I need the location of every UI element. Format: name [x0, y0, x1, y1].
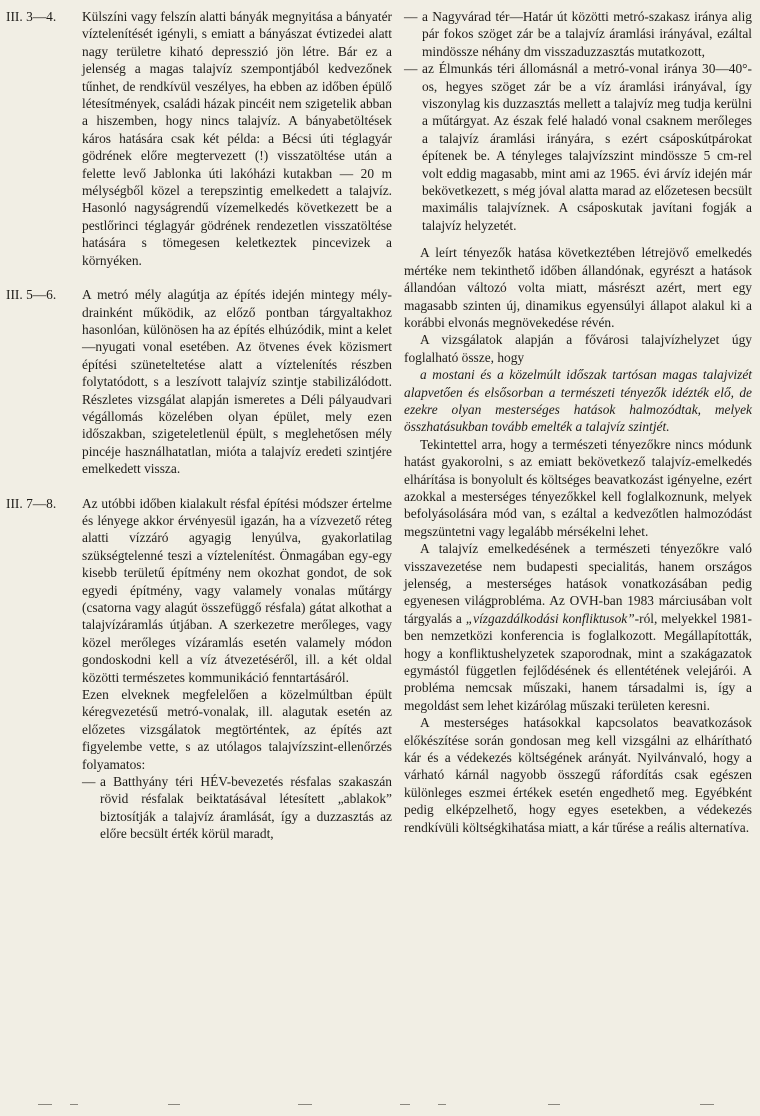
- section-label: III. 5—6.: [6, 287, 57, 303]
- dash-list-item: [404, 60, 752, 234]
- dash-text: a Nagyvárad tér—Határ út közötti metró-szakasz iránya alig pár fokos szöget zár be a talajvíz áramlási irányával, ezáltal mindössze néhány dm visszaduzzasztás mutatkozott,: [422, 9, 752, 59]
- dash-text: a Batthyány téri HÉV-bevezetés résfalas szakaszán rövid résfalak beiktatásával létesített „ablakok” biztosítják a talajvíz áramlását, így a duzzasztás az előre becsült érték körül maradt,: [100, 774, 392, 842]
- footer-mark: [400, 1104, 410, 1105]
- section-paragraph: Ezen elveknek megfelelően a közelmúltban épült kéregvezetésű metró-vonalak, ill. alagutak esetén az előzetes vizsgálatok megtörténtek, az építés azt figyelembe vette, s az utólagos talajvízszint-ellenőrzés folyamatos:: [82, 687, 392, 772]
- dash-mark: —: [404, 9, 418, 24]
- emphasized-text: a mostani és a közelmúlt időszak tartósan magas talajvizét alapvetően és elsősorban a természeti tényezők idézték elő, de ezekre olyan mesterséges hatások halmozódtak, melyek összhatásukban tovább emelték a talajvíz szintjét.: [404, 367, 752, 435]
- footer-mark: [700, 1104, 714, 1105]
- section-text: Az utóbbi időben kialakult résfal építési módszer értelme és lényege akkor érvényesül igazán, ha a vízvezető réteg alatti vízzáró agyagig lenyúlva, gyakorlatilag szükségtelenné teszi a víztelenítést. Önmagában egy-egy kisebb területű építmény nem okozhat gondot, de sok egyedi építmény, vagy valamely vonalas műtárgy (csatorna vagy alagút összefüggő résfala) gátat alkothat a talajvízáramlás útjában. A szerkezetre merőleges, vagy közel merőleges vízáramlás esetén valamely módon gondoskodni kell a víz átvezetéséről, ill. a két oldal közötti természetes kommunikáció fenntartásáról.: [82, 495, 392, 685]
- footer-mark: [438, 1104, 446, 1105]
- paragraph-text: A talajvíz emelkedésének a természeti tényezőkre való visszavezetése nem budapesti specialitás, hanem országos jelenség, a mesterséges hatások vonatkozásában pedig egyenesen világprobléma. Az OVH-ban 1983 márciusában volt tárgyalás a: [404, 541, 752, 626]
- body-paragraph: Tekintettel arra, hogy a természeti tényezőkre nincs módunk hatást gyakorolni, s az emiatt bekövetkező talajvíz-emelkedés elhárítása is bonyolult és költséges beavatkozást igényelne, ezért azokkal a mesterséges tényezőkkel kell foglalkoznunk, melyek befolyásolására mód van, s ezáltal a kedvezőtlen halmozódást megszüntetni vagy legalább mérsékelni lehet.: [404, 436, 752, 539]
- body-paragraph: A vizsgálatok alapján a fővárosi talajvízhelyzet úgy foglalható össze, hogy: [404, 332, 752, 365]
- footer-mark: [38, 1104, 52, 1105]
- dash-list-item: [404, 8, 752, 60]
- body-paragraph: A leírt tényezők hatása következtében létrejövő emelkedés mértéke nem tekinthető időben állandónak, egyrészt a hatások állandóan változó volta miatt, másrészt azért, mert egy magasabb szinten új, dinamikus egyensúlyi állapot alakul ki a korábbi elvonás megnövekedése révén.: [404, 245, 752, 330]
- footer-mark: [70, 1104, 78, 1105]
- section-label: III. 3—4.: [6, 9, 57, 24]
- section-5-6: [6, 286, 392, 477]
- section-text: Külszíni vagy felszín alatti bányák megnyitása a bányatér víztelenítését igényli, s emiatt a bányászat évtizedei alatt nagy területre kiható depresszió jön létre. Bár ez a jelenség a magas talajvíz szempontjából kedvezőnek tűnhet, de rendkívül veszélyes, ha ebben az időben épülő létesítmények, családi házak pincéit nem szigetelik abban a hiszemben, hogy nincs talajvíz. A bányabetöltések káros hatására csak két példa: a Bécsi úti téglagyár gödrének előre megtervezett (!) visszatöltése után a felette levő Jablonka úti lakóházi kutakban — 20 m mélységből közel a terepszintig emelkedett a talajvíz. Hasonló nagyságrendű vízemelkedés következett be a pestlőrinci téglagyár gödrének rendezetlen visszatöltése hatására s tömegesen keletkeztek pincevizek a környéken.: [82, 9, 392, 268]
- body-paragraph: [404, 540, 752, 714]
- paragraph-text: -ról, melyekkel 1981-ben nemzetközi konferencia is foglalkozott. Megállapították, hogy a konfliktushelyzetek szaporodnak, mint a szakágazatok egymástól független fejlődésének és ellentétének velejárói. A probléma nemcsak műszaki, hanem társadalmi is, így a megoldást sem lehet kizárólag műszaki területen keresni.: [404, 610, 753, 713]
- section-text: A metró mély alagútja az építés idején mintegy mély-drainként működik, az előző pontban tárgyaltakhoz hasonlóan, különösen ha az építés elhúzódik, mint a kelet—nyugati vonal esetében. Az ötvenes évek közismert építési szüneteltetése alatt a víztelenítés részben folytatódott, s a leszívott talajvíz szintje stabilizálódott. Részletes vizsgálat alapján ismeretes a Déli pályaudvari végállomás közelében olyan épület, mely ezen időszakban, szigeteletlenül épült, s meglehetősen mély pincéje használhatatlan, mióta a talajvíz eredeti szintjére emelkedett vissza.: [82, 287, 392, 477]
- right-column: [404, 8, 752, 836]
- section-label: III. 7—8.: [6, 495, 57, 511]
- footer-mark: [168, 1104, 180, 1105]
- footer-mark: [298, 1104, 312, 1105]
- emphasized-term: „vízgazdálkodási konfliktusok”: [465, 610, 635, 626]
- emphasized-paragraph: [404, 366, 752, 436]
- dash-mark: —: [404, 61, 418, 77]
- dash-mark: —: [82, 774, 96, 790]
- dash-list-item: [82, 773, 392, 843]
- body-paragraph: A mesterséges hatásokkal kapcsolatos beavatkozások előkészítése során gondosan meg kell vizsgálni az elhárítható kár és a védekezés költségének arányát. Nyilvánvaló, hogy a várható kárnál nagyobb összegű ráfordítás csak egészen különleges eszmei értékek esetén engedhető meg. Egyébként pedig elképzelhető, hogy egyes esetekben, a védekezés rendkívüli költségkihatása miatt, a kár tűrése a reális alternatíva.: [404, 715, 752, 835]
- footer-mark: [548, 1104, 560, 1105]
- section-3-4: [6, 8, 392, 269]
- left-column: [6, 8, 392, 843]
- dash-text: az Élmunkás téri állomásnál a metró-vonal iránya 30—40°-os, hegyes szöget zár be a víz áramlási irányával, így viszonylag kis duzzasztás mellett a talajvíz meg tudja kerülni a műtárgyat. Az észak felé haladó vonal csaknem merőleges a talajvíz áramlási irányára, s ezért csáposkútpárokat építenek be. A tényleges talajvízszint mindössze 5 cm-rel volt eddig magasabb, mint ami az 1965. évi árvíz idején már bekövetkezett, s még jóval alatta marad az előzetesen becsült maximális talajvíznek. A csáposkutak javítani fogják a talajvíz helyzetét.: [422, 61, 752, 233]
- page-footer-marks: [0, 1104, 760, 1114]
- section-7-8: [6, 495, 392, 843]
